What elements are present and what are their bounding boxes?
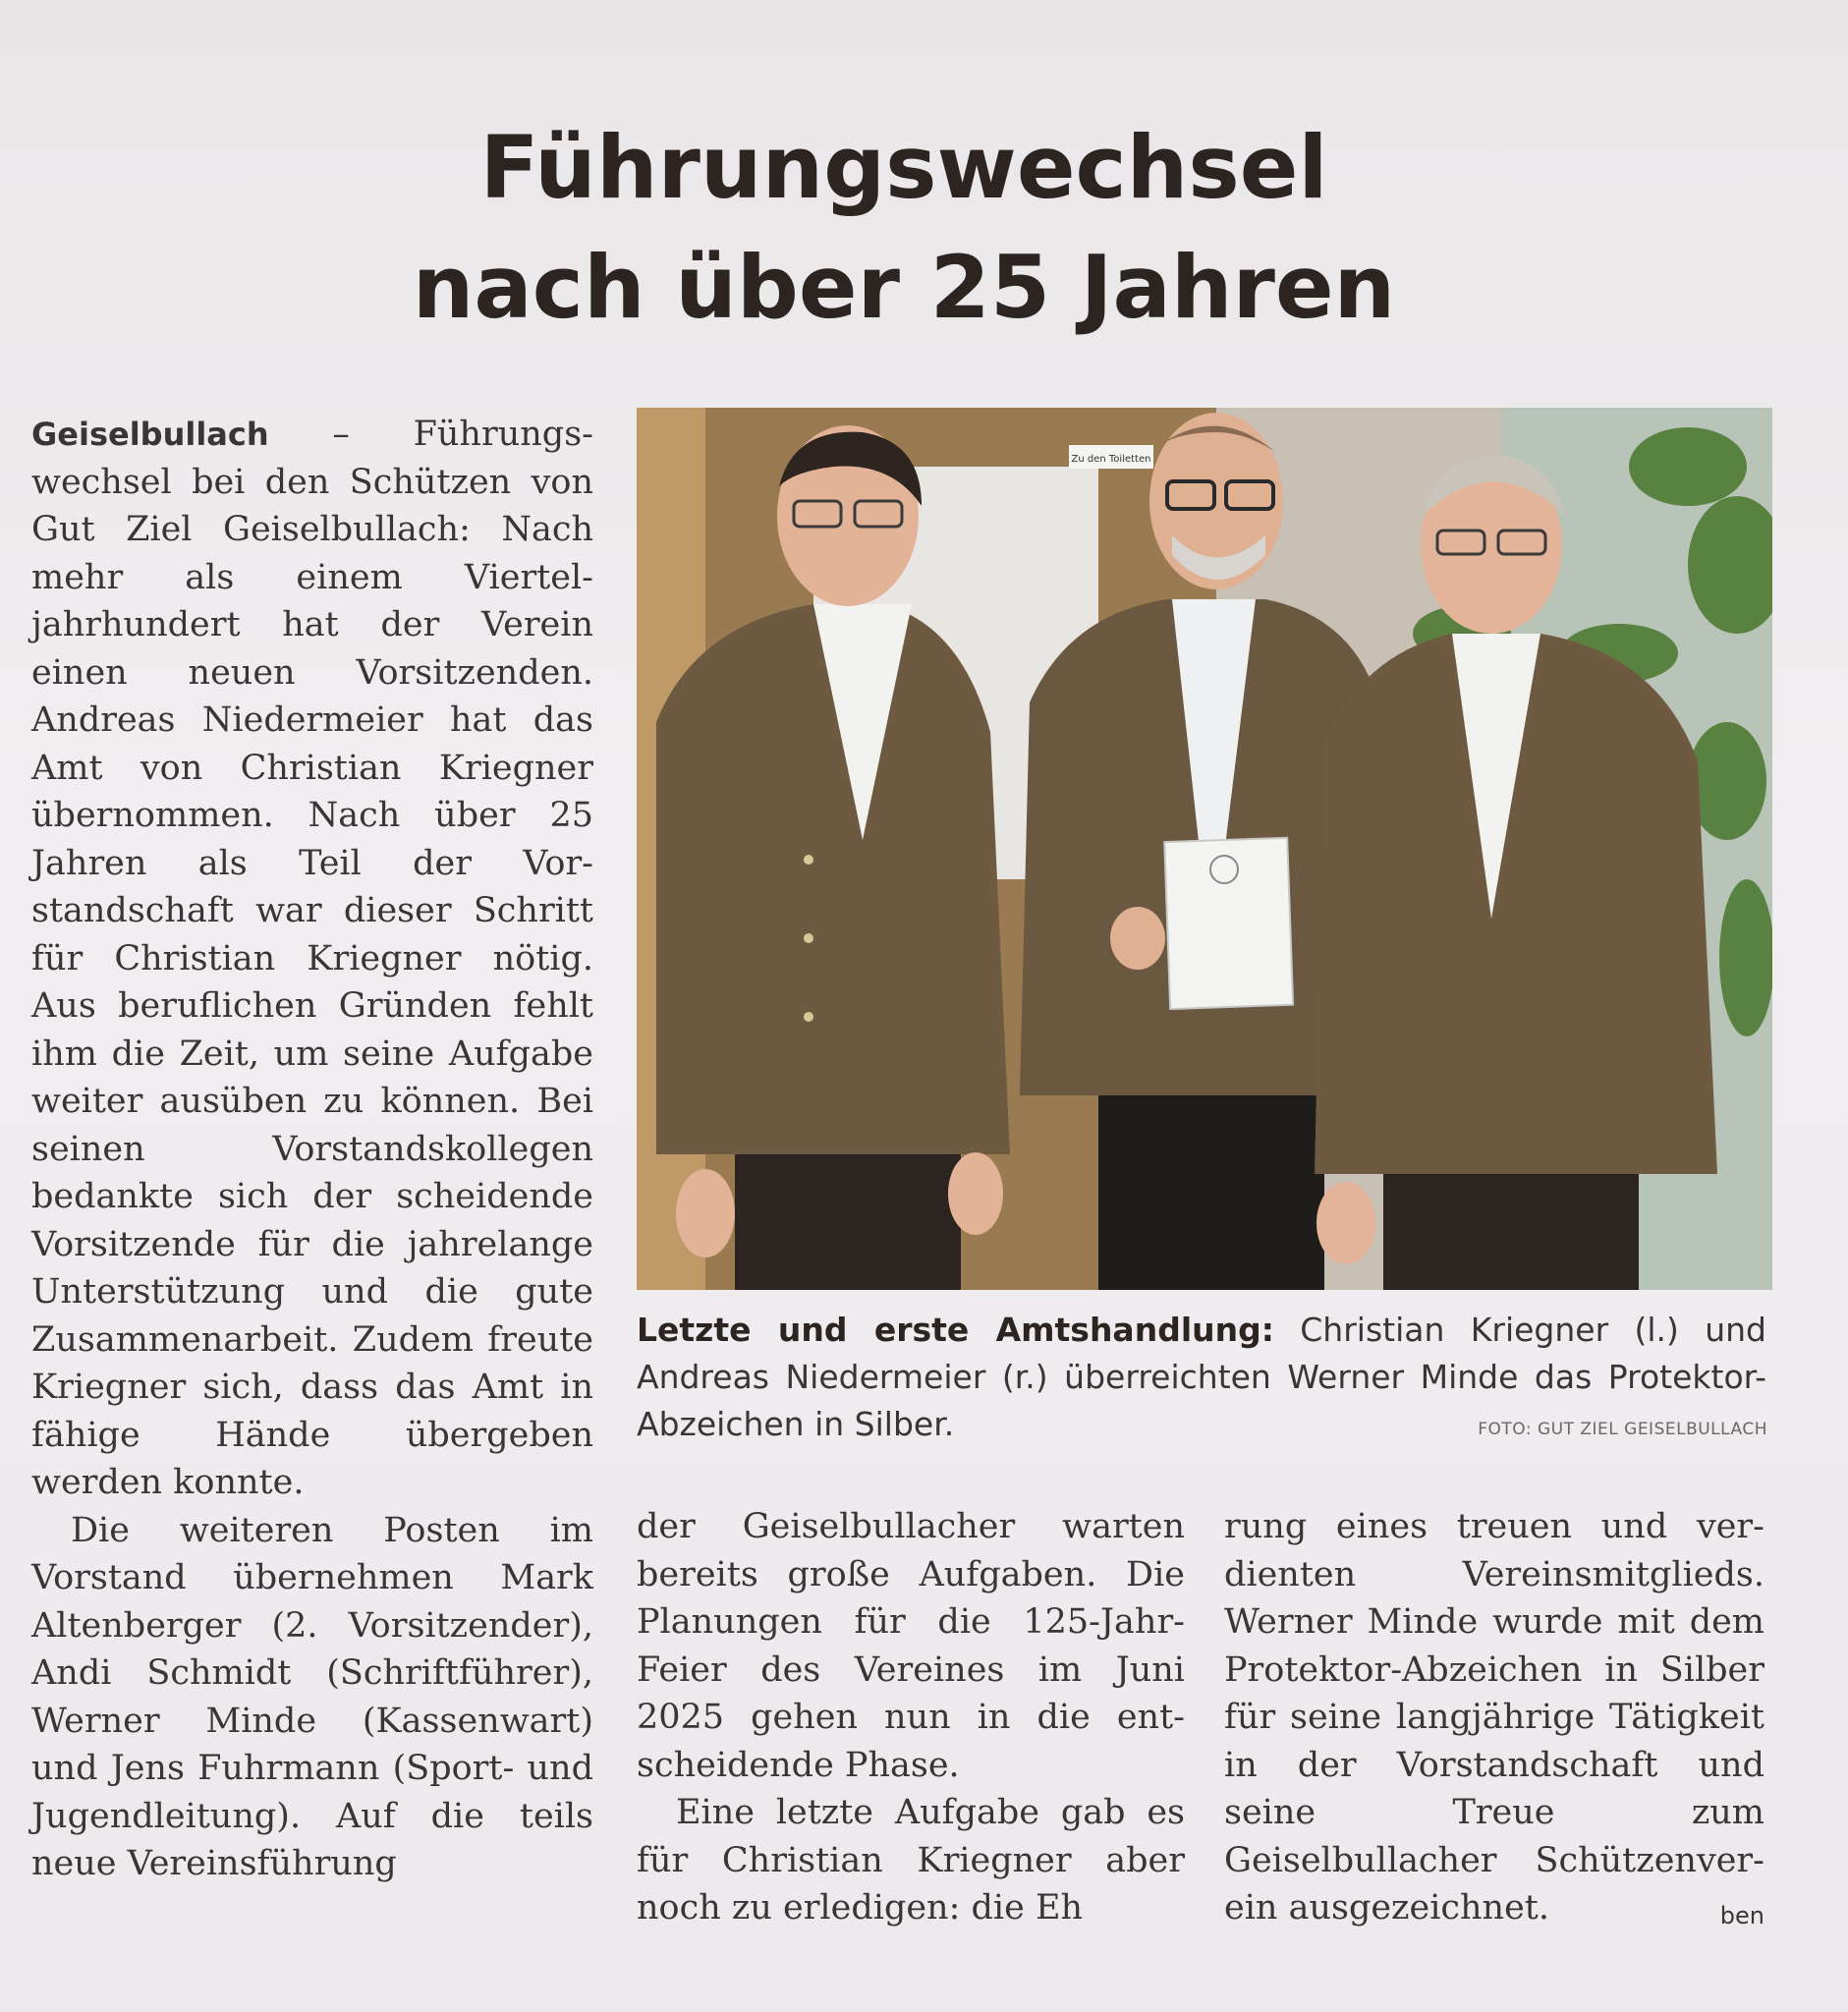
article-paragraph	[31, 411, 593, 1507]
caption-text: Christian Kriegner (l.) und Andreas Niedermeier (r.) überreichten Werner Minde das Protektor-Abzeichen in Silber.	[637, 1311, 1766, 1443]
door-sign: Zu den Toiletten	[1071, 454, 1151, 465]
article-paragraph: Eine letzte Aufgabe gab es für Christian Kriegner aber noch zu erledigen: die Eh	[637, 1793, 1185, 1928]
article-column-2	[637, 1503, 1185, 1932]
headline-line-2: nach über 25 Jahren	[412, 237, 1396, 338]
article-paragraph	[1224, 1503, 1764, 1932]
caption-lead: Letzte und erste Amtshandlung:	[637, 1311, 1274, 1349]
photo-credit: FOTO: GUT ZIEL GEISELBULLACH	[1478, 1420, 1767, 1439]
headline-line-1: Führungswechsel	[479, 117, 1328, 218]
article-column-3	[1224, 1503, 1764, 1940]
paragraph-text: rung eines treuen und verdienten Vereinsmitglieds. Werner Minde wurde mit dem Protektor-Abzeichen in Silber für seine langjährige Tätigkeit in der Vorstandschaft und seine Treue zum Geiselbullacher Schützenverein ausgezeichnet.	[1224, 1507, 1764, 1928]
article-paragraph: Die weiteren Posten im Vorstand übernehmen Mark Altenberger (2. Vorsitzender), Andi Schmidt (Schriftführer), Werner Minde (Kassenwart) und Jens Fuhrmann (Sport- und Jugendleitung). Auf die teils neue Vereinsführung	[31, 1510, 593, 1883]
headline	[196, 108, 1611, 348]
dateline: Geiselbullach	[31, 416, 269, 453]
article-paragraph: der Geiselbullacher warten bereits große Aufgaben. Die Planungen für die 125-Jahr-Feier des Vereines im Juni 2025 gehen nun in die entscheidende Phase.	[637, 1507, 1185, 1785]
article-photo	[637, 408, 1772, 1290]
article-column-1	[31, 411, 593, 1888]
paragraph-text: – Führungswechsel bei den Schützen von Gut Ziel Geiselbullach: Nach mehr als einem Vierteljahrhundert hat der Verein einen neuen Vorsitzenden. Andreas Niedermeier hat das Amt von Christian Kriegner übernommen. Nach über 25 Jahren als Teil der Vorstandschaft war dieser Schritt für Christian Kriegner nötig. Aus beruflichen Gründen fehlt ihm die Zeit, um seine Aufgabe weiter ausüben zu können. Bei seinen Vorstandskollegen bedankte sich der scheidende Vorsitzende für die jahrelange Unterstützung und die gute Zusammenarbeit. Zudem freute Kriegner sich, dass das Amt in fähige Hände übergeben werden konnte.	[31, 415, 593, 1502]
author-signature: ben	[1719, 1902, 1764, 1929]
